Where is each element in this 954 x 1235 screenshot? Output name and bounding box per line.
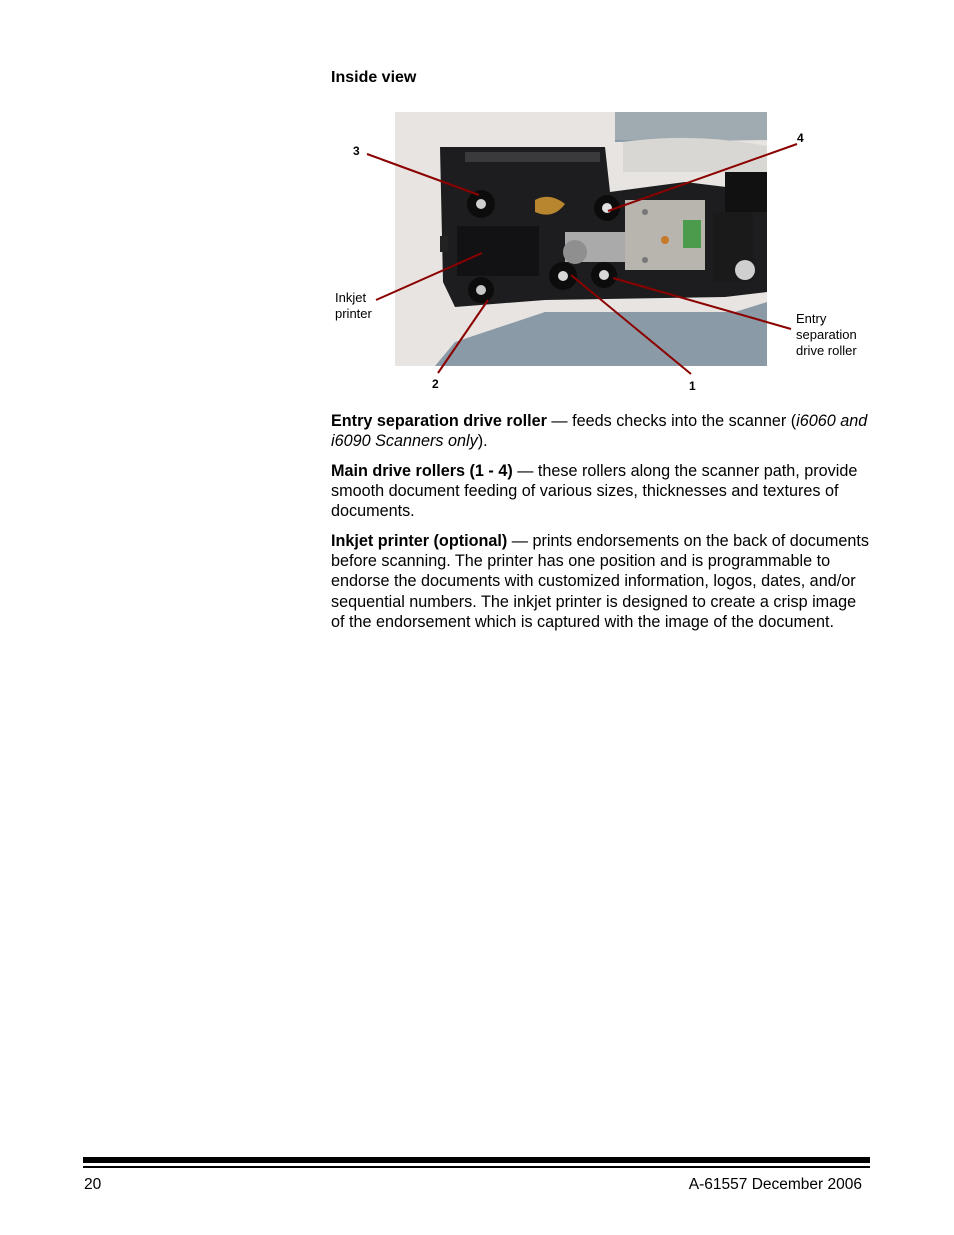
section-heading: Inside view: [331, 69, 417, 86]
term-inkjet-printer: Inkjet printer (optional): [331, 532, 508, 550]
paragraph-main-drive-rollers: [331, 461, 871, 522]
footer-rule-thin: [83, 1166, 870, 1168]
paragraph-inkjet-printer: [331, 531, 871, 632]
callout-entry-line3: drive roller: [796, 343, 857, 358]
callout-inkjet-printer: [335, 290, 372, 322]
callout-leader-lines: [330, 108, 870, 398]
tail-entry-separation: ).: [477, 432, 488, 451]
footer-rule-thick: [83, 1157, 870, 1163]
callout-3: 3: [353, 144, 360, 158]
paragraph-entry-separation: [331, 411, 871, 451]
document-id: A-61557 December 2006: [688, 1176, 862, 1193]
text-main-drive-rollers: — these rollers along the scanner path, provide smooth document feeding of various sizes, thicknesses and textures of documents.: [331, 462, 858, 521]
term-main-drive-rollers: Main drive rollers (1 - 4): [331, 462, 513, 480]
callout-1: 1: [689, 379, 696, 393]
italic-entry-separation: i6060 and i6090 Scanners only: [331, 412, 868, 451]
leader-line-inkjet: [376, 253, 482, 300]
callout-entry-line2: separation: [796, 327, 857, 342]
leader-line-2: [438, 300, 488, 373]
callout-inkjet-line1: Inkjet: [335, 290, 367, 305]
callout-2: 2: [432, 377, 439, 391]
text-inkjet-printer: — prints endorsements on the back of documents before scanning. The printer has one position and is programmable to endorse the documents with customized information, logos, dates, and/or sequential numbers. The inkjet printer is designed to create a crisp image of the endorsement which is captured with the image of the document.: [331, 532, 869, 631]
inside-view-figure: [330, 108, 870, 398]
page-number: 20: [84, 1176, 102, 1193]
callout-entry-separation: [796, 311, 857, 359]
leader-line-3: [367, 154, 479, 195]
callout-entry-line1: Entry: [796, 311, 827, 326]
callout-4: 4: [797, 131, 804, 145]
text-entry-separation: — feeds checks into the scanner (: [546, 412, 797, 430]
leader-line-1: [571, 275, 691, 374]
leader-line-4: [608, 144, 797, 211]
leader-line-entry: [613, 278, 791, 329]
callout-inkjet-line2: printer: [335, 306, 372, 321]
term-entry-separation: Entry separation drive roller: [331, 412, 547, 430]
